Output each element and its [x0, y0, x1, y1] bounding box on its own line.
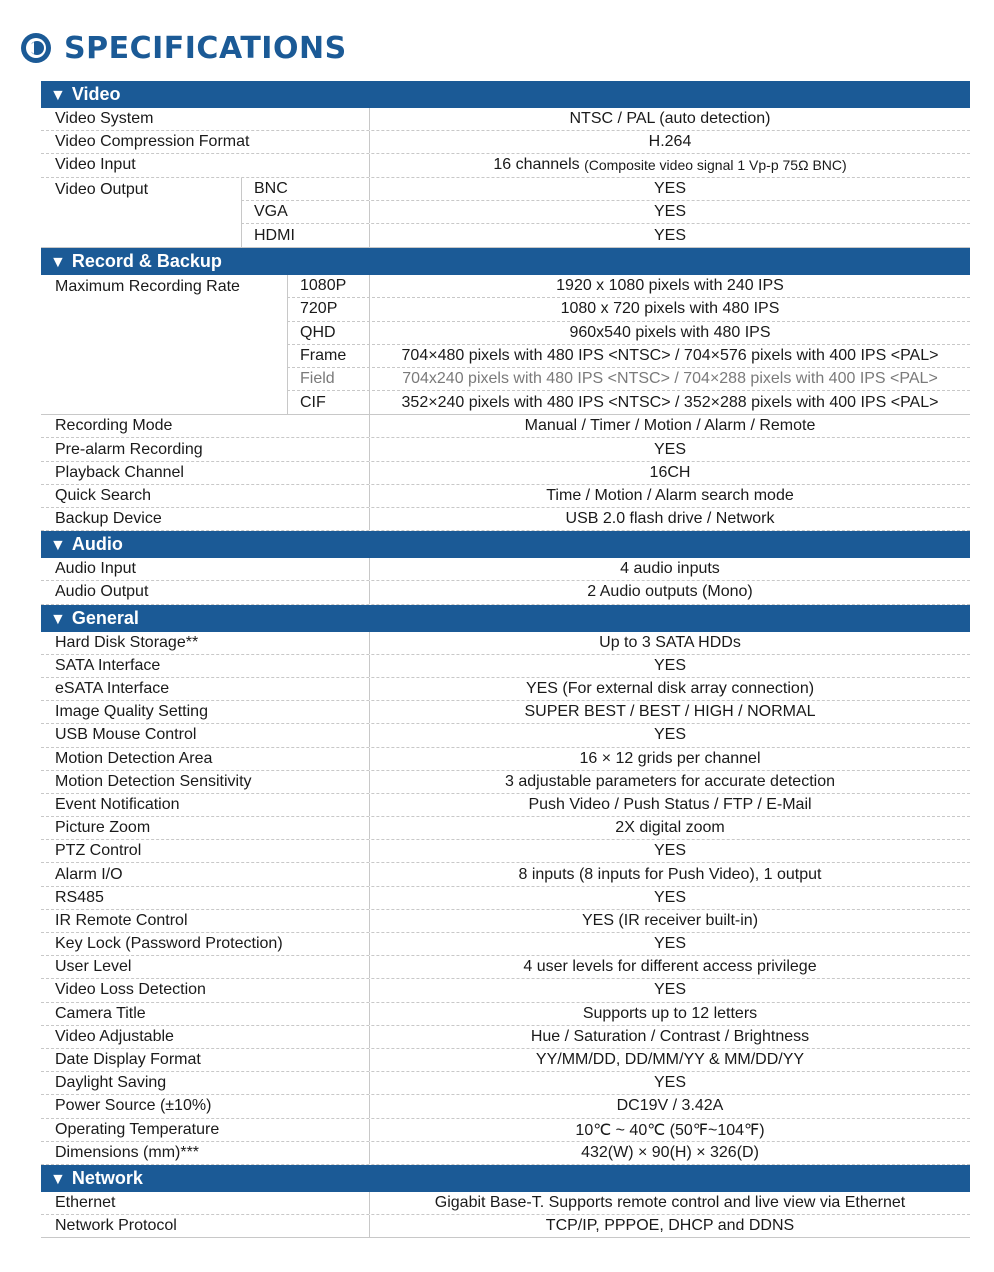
- sub-row: [287, 345, 970, 368]
- row-value: Supports up to 12 letters: [582, 1004, 758, 1022]
- row-value: Up to 3 SATA HDDs: [599, 633, 741, 651]
- sub-row: [287, 368, 970, 391]
- table-row: [41, 1119, 970, 1142]
- group-label: Video Output: [55, 180, 149, 198]
- table-row: [41, 794, 970, 817]
- sub-value: YES: [653, 202, 686, 220]
- sub-row: [287, 322, 970, 345]
- sub-label: 720P: [287, 298, 370, 320]
- row-value: YES: [653, 935, 686, 953]
- row-label: Picture Zoom: [41, 817, 370, 839]
- row-value: Push Video / Push Status / FTP / E-Mail: [528, 795, 812, 813]
- row-label: USB Mouse Control: [41, 724, 370, 746]
- row-value: 432(W) × 90(H) × 326(D): [581, 1143, 759, 1161]
- group-label: Maximum Recording Rate: [55, 278, 240, 296]
- page-header: [20, 28, 347, 68]
- section-header-audio: ▼ Audio: [41, 531, 970, 558]
- table-row: [41, 131, 970, 154]
- row-label: Quick Search: [41, 485, 370, 507]
- row-label: Ethernet: [41, 1192, 370, 1214]
- row-label: Dimensions (mm)***: [41, 1142, 370, 1164]
- table-row: [41, 581, 970, 604]
- row-label: SATA Interface: [41, 655, 370, 677]
- row-value: YES: [653, 981, 686, 999]
- row-label: Network Protocol: [41, 1215, 370, 1237]
- row-value: YES: [653, 888, 686, 906]
- row-value: YES: [653, 726, 686, 744]
- row-label: Audio Input: [41, 558, 370, 580]
- row-label: eSATA Interface: [41, 678, 370, 700]
- row-label: Video Adjustable: [41, 1026, 370, 1048]
- table-row: [41, 632, 970, 655]
- row-label: Recording Mode: [41, 415, 370, 437]
- triangle-down-icon: ▼: [50, 87, 66, 104]
- section-header-video: ▼ Video: [41, 81, 970, 108]
- row-value: 8 inputs (8 inputs for Push Video), 1 output: [518, 865, 822, 883]
- sub-label: BNC: [241, 178, 370, 200]
- row-value: 2 Audio outputs (Mono): [587, 583, 753, 601]
- row-value: 2X digital zoom: [615, 819, 725, 837]
- table-row: [41, 724, 970, 747]
- sub-label: 1080P: [287, 275, 370, 297]
- row-value: YES: [653, 842, 686, 860]
- row-value: 16CH: [649, 463, 691, 481]
- row-label: Pre-alarm Recording: [41, 438, 370, 460]
- table-row: [41, 887, 970, 910]
- row-value: 16 × 12 grids per channel: [579, 749, 761, 767]
- row-label: Event Notification: [41, 794, 370, 816]
- row-value: 3 adjustable parameters for accurate detection: [505, 772, 835, 790]
- table-row: [41, 1072, 970, 1095]
- row-value: DC19V / 3.42A: [616, 1097, 724, 1115]
- row-label: Date Display Format: [41, 1049, 370, 1071]
- section-header-network: ▼ Network: [41, 1165, 970, 1192]
- table-row: [41, 748, 970, 771]
- row-value: Manual / Timer / Motion / Alarm / Remote: [524, 417, 816, 435]
- table-row: [41, 655, 970, 678]
- sub-row: [287, 298, 970, 321]
- table-row: [41, 701, 970, 724]
- recording-rate-group: [41, 275, 970, 415]
- row-value: YES (IR receiver built-in): [581, 911, 759, 929]
- table-row: [41, 415, 970, 438]
- sub-value: 352×240 pixels with 480 IPS <NTSC> / 352×288 pixels with 400 IPS <PAL>: [401, 393, 939, 411]
- sub-value: 704×480 pixels with 480 IPS <NTSC> / 704×576 pixels with 400 IPS <PAL>: [401, 346, 939, 364]
- table-row: [41, 678, 970, 701]
- row-value: Hue / Saturation / Contrast / Brightness: [530, 1027, 810, 1045]
- sub-value: 704x240 pixels with 480 IPS <NTSC> / 704×288 pixels with 400 IPS <PAL>: [402, 369, 938, 387]
- sub-value: 960x540 pixels with 480 IPS: [569, 323, 771, 341]
- row-label: Camera Title: [41, 1003, 370, 1025]
- sub-row: [241, 201, 970, 224]
- sub-label: HDMI: [241, 224, 370, 247]
- sub-row: [287, 391, 970, 414]
- table-row: [41, 558, 970, 581]
- row-value: 4 user levels for different access privilege: [523, 958, 817, 976]
- table-row: [41, 1026, 970, 1049]
- table-row: [41, 956, 970, 979]
- table-row: [41, 508, 970, 531]
- sub-value: YES: [653, 179, 686, 197]
- sub-value: YES: [653, 226, 686, 244]
- row-value: YES: [653, 440, 686, 458]
- table-row: [41, 817, 970, 840]
- sub-label: CIF: [287, 391, 370, 414]
- table-row: [41, 1215, 970, 1238]
- sub-row: [241, 178, 970, 201]
- row-value: NTSC / PAL (auto detection): [569, 110, 771, 128]
- page-title: SPECIFICATIONS: [64, 30, 347, 66]
- sub-value: 1080 x 720 pixels with 480 IPS: [560, 300, 780, 318]
- row-label: Video Input: [41, 154, 370, 176]
- row-value: TCP/IP, PPPOE, DHCP and DDNS: [545, 1217, 795, 1235]
- row-value: USB 2.0 flash drive / Network: [565, 510, 775, 528]
- sub-label: QHD: [287, 322, 370, 344]
- row-label: Audio Output: [41, 581, 370, 603]
- table-row: [41, 154, 970, 177]
- row-label: Alarm I/O: [41, 863, 370, 885]
- row-label: Image Quality Setting: [41, 701, 370, 723]
- row-label: Operating Temperature: [41, 1119, 370, 1141]
- table-row: [41, 1095, 970, 1118]
- table-row: [41, 933, 970, 956]
- row-label: PTZ Control: [41, 840, 370, 862]
- table-row: [41, 1142, 970, 1165]
- row-label: Playback Channel: [41, 462, 370, 484]
- table-row: [41, 863, 970, 886]
- arrow-circle-icon: [20, 32, 52, 64]
- row-label: Daylight Saving: [41, 1072, 370, 1094]
- row-value: Gigabit Base-T. Supports remote control and live view via Ethernet: [434, 1193, 906, 1211]
- row-label: Video Loss Detection: [41, 979, 370, 1001]
- table-row: [41, 462, 970, 485]
- table-row: [41, 1192, 970, 1215]
- section-header-general: ▼ General: [41, 605, 970, 632]
- sub-label: Field: [287, 368, 370, 390]
- row-value: YES (For external disk array connection): [525, 680, 815, 698]
- triangle-down-icon: ▼: [50, 1170, 66, 1188]
- table-row: [41, 1003, 970, 1026]
- table-row: [41, 485, 970, 508]
- row-label: Motion Detection Area: [41, 748, 370, 770]
- row-label: IR Remote Control: [41, 910, 370, 932]
- table-row: [41, 1049, 970, 1072]
- video-output-group: [41, 178, 970, 249]
- row-label: Key Lock (Password Protection): [41, 933, 370, 955]
- row-value: 16 channels (Composite video signal 1 Vp-p 75Ω BNC): [493, 156, 847, 174]
- sub-label: VGA: [241, 201, 370, 223]
- table-row: [41, 979, 970, 1002]
- section-header-record: ▼ Record & Backup: [41, 248, 970, 275]
- table-row: [41, 108, 970, 131]
- row-label: Backup Device: [41, 508, 370, 530]
- sub-value: 1920 x 1080 pixels with 240 IPS: [556, 277, 784, 295]
- triangle-down-icon: ▼: [50, 254, 66, 272]
- row-label: Motion Detection Sensitivity: [41, 771, 370, 793]
- table-row: [41, 840, 970, 863]
- row-value: 10℃ ~ 40℃ (50℉~104℉): [575, 1121, 765, 1139]
- spec-table: [41, 81, 970, 1238]
- row-value: H.264: [648, 133, 692, 151]
- row-label: Video System: [41, 108, 370, 130]
- sub-row: [287, 275, 970, 298]
- row-label: Hard Disk Storage**: [41, 632, 370, 654]
- row-value: Time / Motion / Alarm search mode: [546, 486, 794, 504]
- sub-row: [241, 224, 970, 247]
- triangle-down-icon: ▼: [50, 610, 66, 628]
- triangle-down-icon: ▼: [50, 537, 66, 555]
- row-label: User Level: [41, 956, 370, 978]
- row-value: SUPER BEST / BEST / HIGH / NORMAL: [524, 703, 816, 721]
- row-label: Power Source (±10%): [41, 1095, 370, 1117]
- table-row: [41, 910, 970, 933]
- row-label: RS485: [41, 887, 370, 909]
- row-value: 4 audio inputs: [620, 560, 720, 578]
- row-label: Video Compression Format: [41, 131, 370, 153]
- row-value: YES: [653, 656, 686, 674]
- row-value-note: (Composite video signal 1 Vp-p 75Ω BNC): [584, 157, 847, 174]
- table-row: [41, 771, 970, 794]
- sub-label: Frame: [287, 345, 370, 367]
- row-value: YES: [653, 1074, 686, 1092]
- table-row: [41, 438, 970, 461]
- row-value: YY/MM/DD, DD/MM/YY & MM/DD/YY: [535, 1051, 805, 1069]
